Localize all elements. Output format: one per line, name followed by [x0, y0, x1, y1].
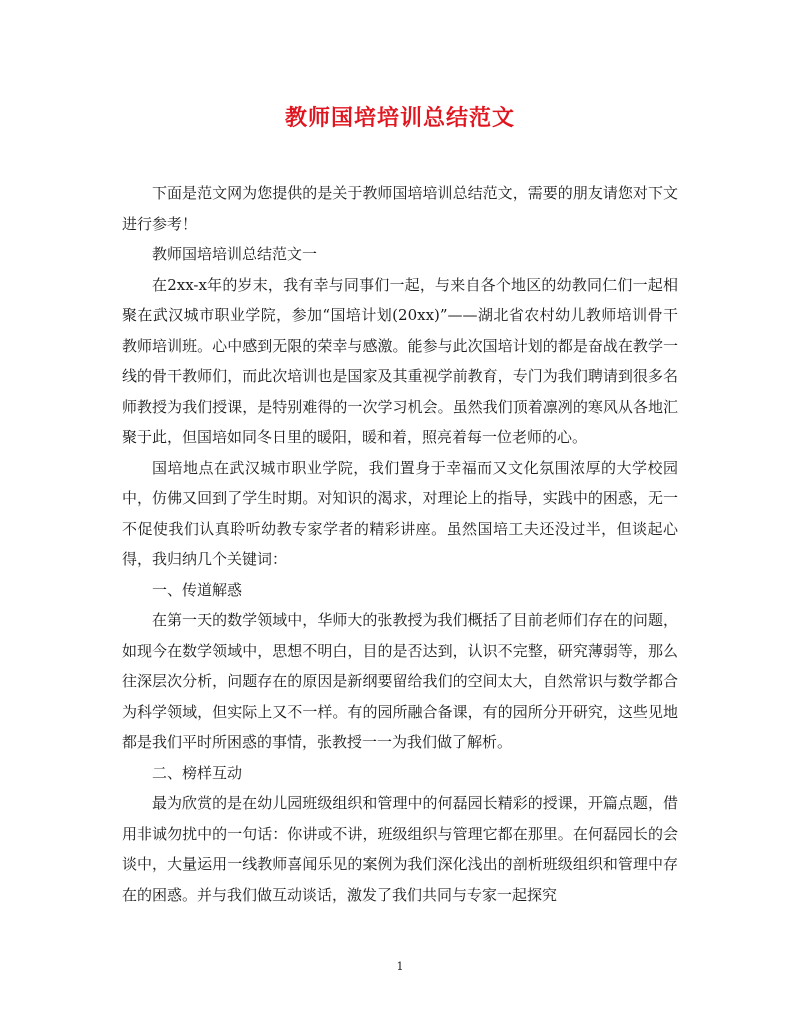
intro-paragraph: 下面是范文网为您提供的是关于教师国培培训总结范文，需要的朋友请您对下文进行参考！	[122, 184, 678, 233]
section-heading: 教师国培培训总结范文一	[152, 245, 318, 263]
subsection-heading: 二、榜样互动	[152, 763, 243, 782]
document-title: 教师国培培训总结范文	[284, 105, 515, 131]
page-number: 1	[396, 960, 404, 973]
body-paragraph: 在第一天的数学领域中，华师大的张教授为我们概括了目前老师们存在的问题，如现今在数学领域中，思想不明白，目的是否达到，认识不完整，研究薄弱等，那么往深层次分析，问题存在的原因是新纲要留给我们的空间太大，自然常识与数学都合为科学领域，但实际上又不一样。有的园所融合备课，有的园所分开研究，这些见地都是我们平时所困惑的事情，张教授一一为我们做了解析。	[122, 611, 678, 751]
body-paragraph: 最为欣赏的是在幼儿园班级组织和管理中的何磊园长精彩的授课，开篇点题，借用非诚勿扰中的一句话：你讲或不讲，班级组织与管理它都在那里。在何磊园长的会谈中，大量运用一线教师喜闻乐见的案例为我们深化浅出的剖析班级组织和管理中存在的困惑。并与我们做互动谈话，激发了我们共同与专家一起探究	[122, 794, 678, 904]
body-paragraph: 在2xx-x年的岁末，我有幸与同事们一起，与来自各个地区的幼教同仁们一起相聚在武汉城市职业学院，参加“国培计划(20xx)”——湖北省农村幼儿教师培训骨干教师培训班。心中感到无限的荣幸与感激。能参与此次国培计划的都是奋战在教学一线的骨干教师们，而此次培训也是国家及其重视学前教育，专门为我们聘请到很多名师教授为我们授课，是特别难得的一次学习机会。虽然我们顶着凛冽的寒风从各地汇聚于此，但国培如同冬日里的暖阳，暖和着，照亮着每一位老师的心。	[122, 275, 678, 446]
subsection-heading: 一、传道解惑	[152, 580, 243, 599]
document-body	[122, 178, 678, 910]
body-paragraph: 国培地点在武汉城市职业学院，我们置身于幸福而又文化氛围浓厚的大学校园中，仿佛又回到了学生时期。对知识的渴求，对理论上的指导，实践中的困惑，无一不促使我们认真聆听幼教专家学者的精彩讲座。虽然国培工夫还没过半，但谈起心得，我归纳几个关键词：	[122, 458, 678, 568]
